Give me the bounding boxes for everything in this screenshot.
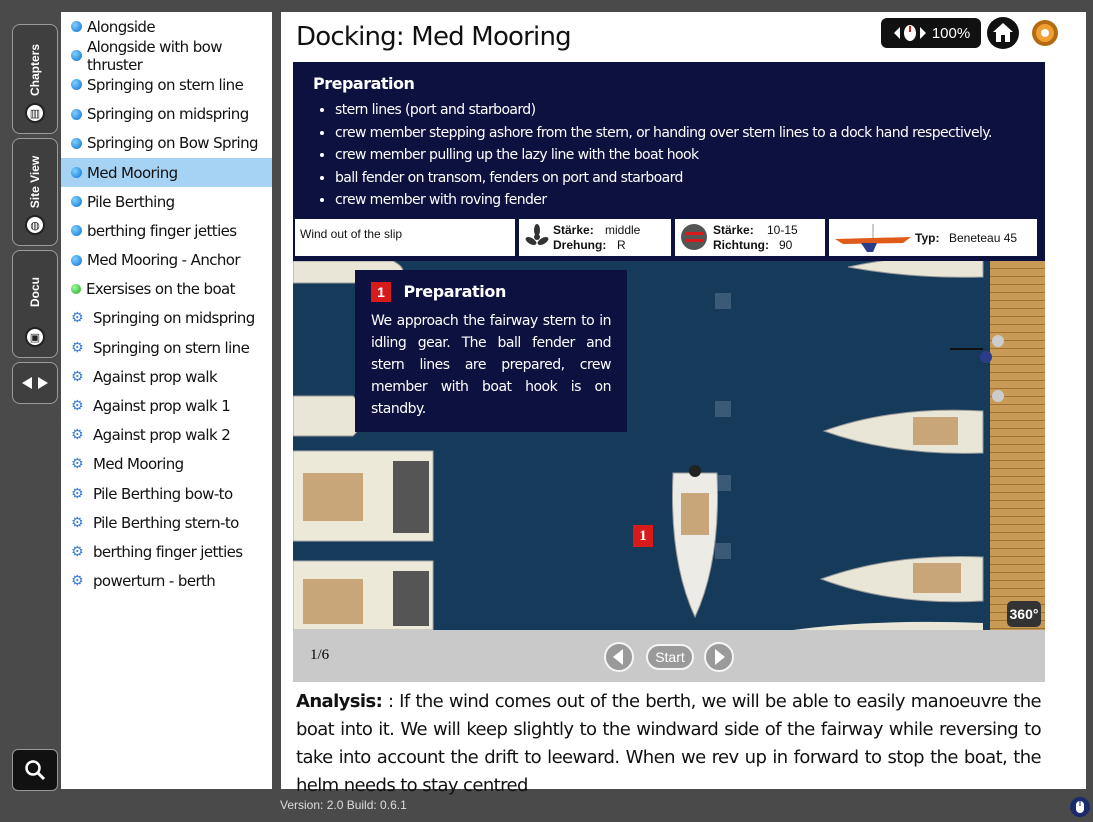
preparation-item: • crew member pulling up the lazy line with the boat hook bbox=[335, 144, 1025, 167]
catamaran-left-2 bbox=[293, 561, 433, 630]
chapter-label: Exersises on the boat bbox=[86, 280, 235, 299]
gear-icon: ⚙ bbox=[71, 485, 83, 502]
blue-dot-icon bbox=[71, 196, 82, 207]
blue-dot-icon bbox=[71, 79, 82, 90]
chapter-label: Pile Berthing bbox=[87, 192, 175, 211]
gear-icon: ⚙ bbox=[71, 543, 83, 560]
chapter-item[interactable] bbox=[61, 158, 272, 187]
chapter-item[interactable] bbox=[61, 421, 272, 450]
chapter-label: berthing finger jetties bbox=[93, 542, 243, 561]
book-icon: ▣ bbox=[25, 327, 45, 347]
catamaran-left-1 bbox=[293, 451, 433, 541]
tab-docu-label: Docu bbox=[28, 277, 42, 307]
chapter-label: Against prop walk 2 bbox=[93, 426, 231, 445]
toggle-sidebar-button[interactable] bbox=[12, 362, 58, 404]
blue-dot-icon bbox=[71, 255, 82, 266]
tab-docu[interactable] bbox=[12, 250, 58, 358]
blue-dot-icon bbox=[71, 21, 82, 32]
chapter-item[interactable] bbox=[61, 304, 272, 333]
home-button[interactable] bbox=[987, 17, 1019, 49]
chapter-label: Springing on midspring bbox=[93, 309, 255, 328]
gear-icon: ⚙ bbox=[71, 456, 83, 473]
gear-icon: ⚙ bbox=[71, 398, 83, 415]
wind-strength-label: Stärke: bbox=[713, 223, 754, 237]
chevron-right-icon bbox=[706, 644, 732, 670]
scenario-text: Wind out of the slip bbox=[300, 227, 403, 241]
wind-direction-label: Richtung: bbox=[713, 238, 769, 252]
tab-site-view-label: Site View bbox=[28, 155, 42, 209]
scenario-cell bbox=[295, 219, 515, 256]
tab-site-view[interactable] bbox=[12, 138, 58, 246]
analysis-body: : If the wind comes out of the berth, we will be able to easily manoeuvre the boat into it. We will keep slightly to the windward side of the fairway while reversing to take into account the drift to leeward. When we rev up in forward to stop the boat, the helm needs to stay centred bbox=[296, 691, 1041, 796]
blue-dot-icon bbox=[71, 138, 82, 149]
blue-dot-icon bbox=[71, 167, 82, 178]
moored-boat-left-1 bbox=[293, 396, 363, 436]
preparation-item: • crew member with roving fender bbox=[335, 189, 1025, 212]
chapter-item[interactable] bbox=[61, 275, 272, 304]
zoom-arrows-icon bbox=[892, 23, 928, 43]
propeller-icon bbox=[524, 224, 550, 250]
preparation-list bbox=[313, 99, 1025, 212]
blue-dot-icon bbox=[71, 225, 82, 236]
settings-button[interactable] bbox=[1029, 17, 1061, 49]
boat-type-cell bbox=[829, 219, 1037, 256]
home-icon bbox=[987, 17, 1019, 49]
gear-icon: ⚙ bbox=[71, 339, 83, 356]
chapter-item[interactable] bbox=[61, 70, 272, 99]
chapter-label: Med Mooring bbox=[87, 163, 178, 182]
chapter-label: Pile Berthing bow-to bbox=[93, 484, 233, 503]
mouse-icon bbox=[1070, 797, 1090, 817]
chapter-item[interactable] bbox=[61, 246, 272, 275]
chapter-item[interactable] bbox=[61, 450, 272, 479]
wind-icon bbox=[680, 223, 708, 251]
preparation-item: • ball fender on transom, fenders on port and starboard bbox=[335, 167, 1025, 190]
chapter-item[interactable] bbox=[61, 537, 272, 566]
wind-strength-value: 10-15 bbox=[767, 223, 798, 237]
wind-cell bbox=[675, 219, 825, 256]
gear-icon bbox=[1029, 17, 1061, 49]
blue-dot-icon bbox=[71, 109, 82, 120]
preparation-item: • stern lines (port and starboard) bbox=[335, 99, 1025, 122]
chapter-item[interactable] bbox=[61, 129, 272, 158]
prop-rotation-label: Drehung: bbox=[553, 238, 607, 252]
step-number-badge: 1 bbox=[371, 282, 391, 302]
mouse-indicator bbox=[1070, 797, 1090, 817]
zoom-control[interactable] bbox=[881, 18, 981, 48]
chapter-label: Alongside bbox=[87, 17, 155, 36]
search-icon bbox=[24, 759, 46, 781]
next-button[interactable] bbox=[704, 642, 734, 672]
previous-button[interactable] bbox=[604, 642, 634, 672]
boat-type-label: Typ: bbox=[915, 231, 940, 245]
wind-direction-value: 90 bbox=[779, 238, 793, 252]
chevron-left-icon bbox=[606, 644, 632, 670]
chapter-item[interactable] bbox=[61, 508, 272, 537]
step-heading: Preparation bbox=[403, 282, 506, 301]
analysis-label: Analysis: bbox=[296, 691, 383, 712]
chapter-label: Alongside with bow thruster bbox=[87, 37, 222, 74]
prop-strength-label: Stärke: bbox=[553, 223, 594, 237]
chapter-label: Med Mooring bbox=[93, 455, 184, 474]
chapter-item[interactable] bbox=[61, 100, 272, 129]
zoom-level: 100% bbox=[931, 24, 971, 42]
chapter-item[interactable] bbox=[61, 391, 272, 420]
chapter-label: Pile Berthing stern-to bbox=[93, 513, 239, 532]
gear-icon: ⚙ bbox=[71, 514, 83, 531]
propeller-cell bbox=[519, 219, 671, 256]
chapter-label: Springing on Bow Spring bbox=[87, 134, 258, 153]
globe-icon: ◍ bbox=[25, 215, 45, 235]
view-360-button[interactable]: 360° bbox=[1007, 601, 1041, 627]
chapter-item[interactable] bbox=[61, 333, 272, 362]
arrows-left-right-icon bbox=[20, 376, 50, 390]
chapter-label: Against prop walk 1 bbox=[93, 397, 231, 416]
chapter-item[interactable] bbox=[61, 187, 272, 216]
main-panel bbox=[281, 12, 1086, 796]
chapter-item[interactable] bbox=[61, 37, 272, 74]
chapter-item[interactable] bbox=[61, 216, 272, 245]
gear-icon: ⚙ bbox=[71, 368, 83, 385]
chapter-label: Med Mooring - Anchor bbox=[87, 251, 240, 270]
gear-icon: ⚙ bbox=[71, 573, 83, 590]
gear-icon: ⚙ bbox=[71, 310, 83, 327]
sailboat-icon bbox=[833, 223, 913, 253]
analysis-text bbox=[296, 688, 1041, 800]
conditions-bar bbox=[293, 215, 1045, 261]
start-button[interactable]: Start bbox=[646, 644, 694, 670]
chapter-list bbox=[61, 12, 272, 789]
chapter-item[interactable] bbox=[61, 567, 272, 596]
chapter-label: Springing on midspring bbox=[87, 105, 249, 124]
search-button[interactable] bbox=[12, 749, 58, 791]
chapter-label: berthing finger jetties bbox=[87, 221, 237, 240]
preparation-panel bbox=[293, 62, 1045, 215]
step-popup bbox=[355, 270, 627, 432]
chapter-label: Springing on stern line bbox=[93, 338, 250, 357]
harbour-scene[interactable] bbox=[293, 261, 1045, 630]
boat-type-value: Beneteau 45 bbox=[949, 231, 1018, 245]
prop-strength-value: middle bbox=[605, 223, 641, 237]
books-icon: ▥ bbox=[25, 103, 45, 123]
gear-icon: ⚙ bbox=[71, 427, 83, 444]
chapter-item[interactable] bbox=[61, 479, 272, 508]
prop-rotation-value: R bbox=[617, 238, 626, 252]
playback-controls bbox=[293, 630, 1045, 682]
chapter-item[interactable] bbox=[61, 362, 272, 391]
page-title: Docking: Med Mooring bbox=[296, 22, 571, 52]
chapter-label: Springing on stern line bbox=[87, 75, 244, 94]
tab-chapters-label: Chapters bbox=[28, 43, 42, 97]
blue-dot-icon bbox=[71, 50, 82, 61]
chapter-label: powerturn - berth bbox=[93, 572, 216, 591]
chapter-label: Against prop walk bbox=[93, 367, 218, 386]
tab-chapters[interactable] bbox=[12, 24, 58, 134]
green-dot-icon bbox=[71, 284, 81, 294]
preparation-heading: Preparation bbox=[313, 74, 415, 93]
step-text: We approach the fairway stern to in idling gear. The ball fender and stern lines are prepared, crew member with boat hook is on standby. bbox=[371, 313, 611, 417]
preparation-item: • crew member stepping ashore from the stern, or handing over stern lines to a dock hand respectively. bbox=[335, 122, 1025, 145]
boat-step-marker: 1 bbox=[633, 525, 653, 547]
version-info: Version: 2.0 Build: 0.6.1 bbox=[280, 798, 407, 812]
page-counter: 1/6 bbox=[310, 647, 330, 663]
